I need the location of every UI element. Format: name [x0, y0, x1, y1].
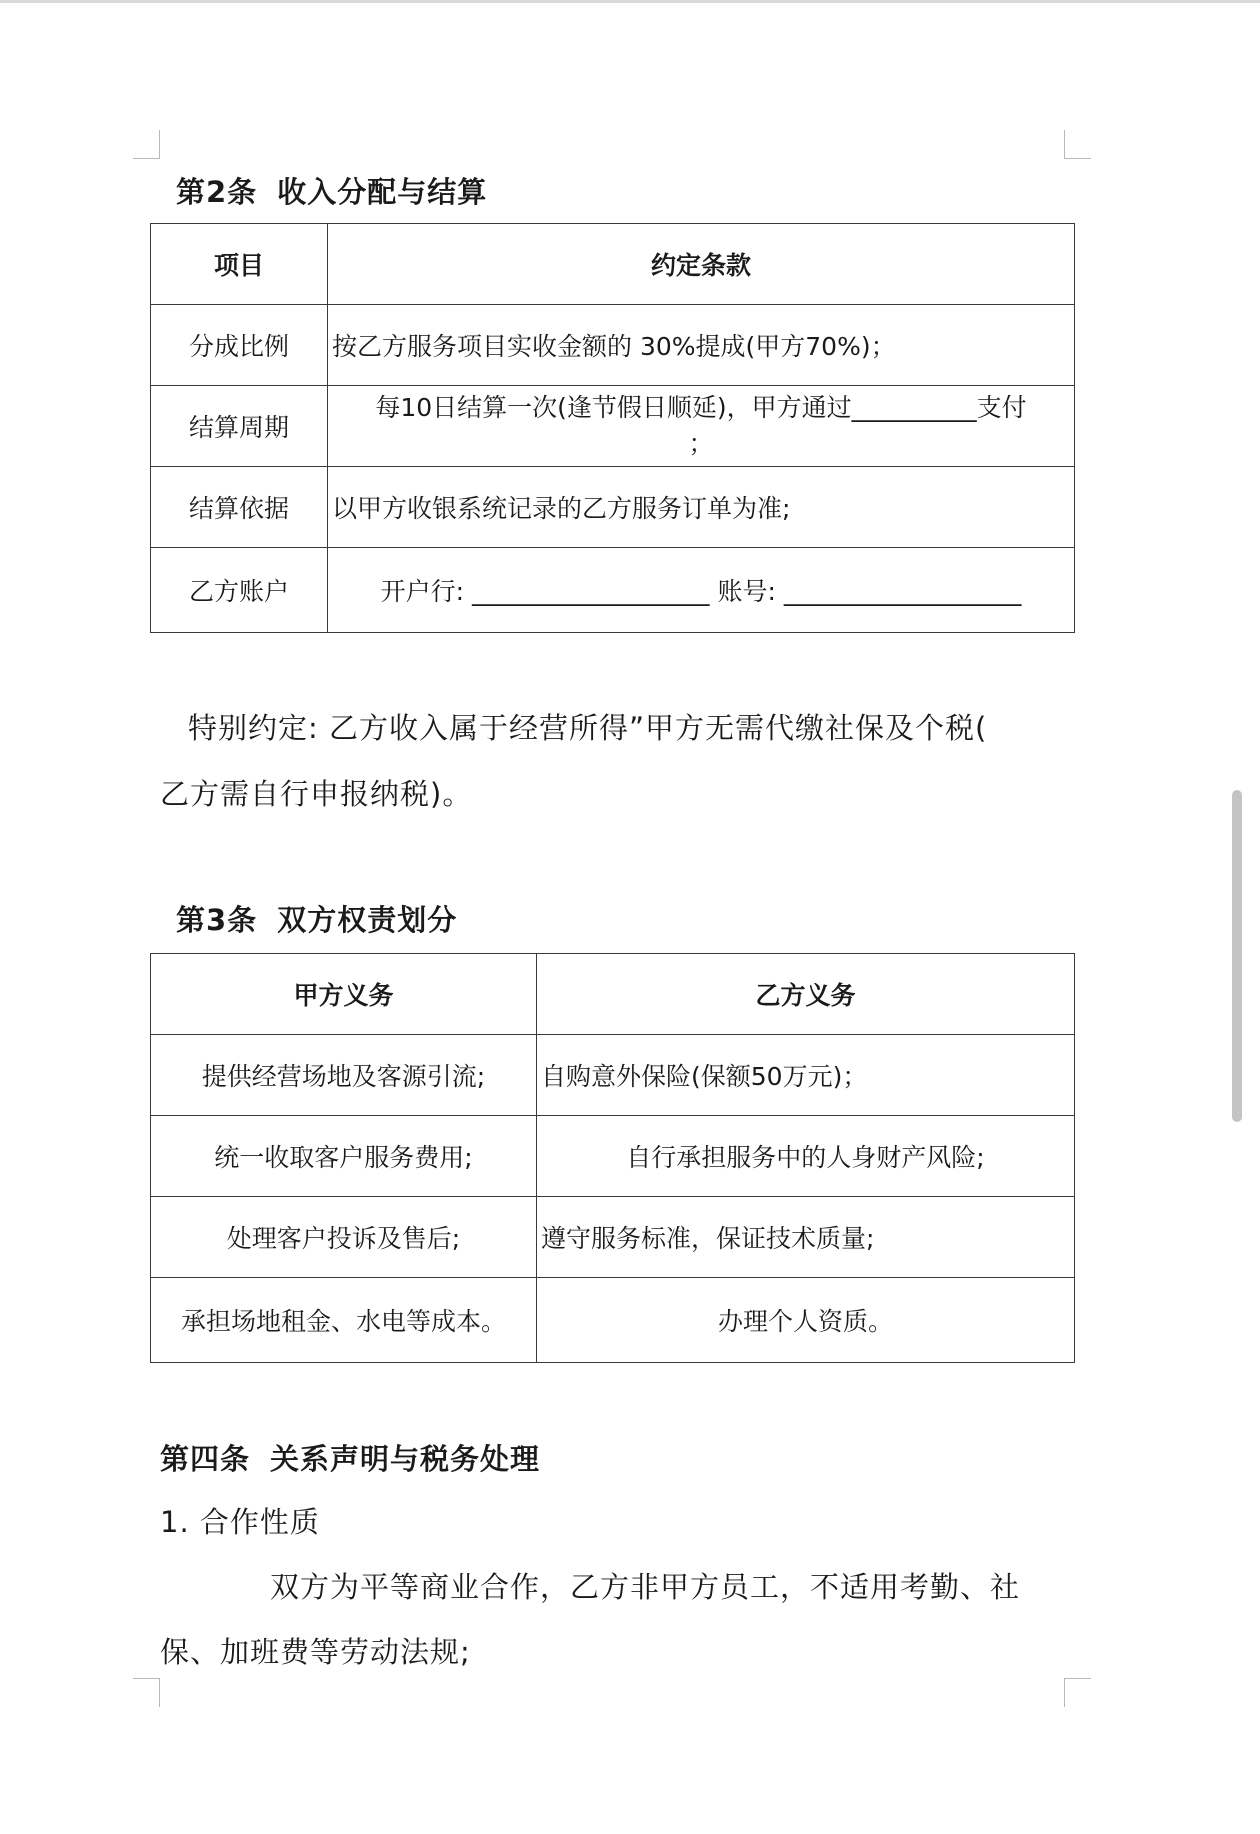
row-value: [328, 386, 1075, 467]
header-cell-party-b: 乙方义务: [537, 954, 1075, 1035]
row-value: 以甲方收银系统记录的乙方服务订单为准;: [328, 467, 1075, 548]
section3-heading-title: 双方权责划分: [277, 903, 458, 937]
row-value-line: ；: [688, 429, 714, 458]
cooperation-nature-line1: 双方为平等商业合作，乙方非甲方员工，不适用考勤、社: [270, 1570, 1021, 1604]
table-row: [151, 548, 1075, 633]
section2-heading: [176, 170, 487, 211]
table-row: [151, 1035, 1075, 1116]
crop-mark-top-left: [133, 130, 160, 159]
party-b-duty: 自购意外保险(保额50万元)；: [537, 1035, 1075, 1116]
cooperation-nature-line2: 保、加班费等劳动法规;: [160, 1635, 471, 1669]
table-header-row: [151, 224, 1075, 305]
crop-mark-bottom-left: [133, 1678, 160, 1707]
table-row: [151, 1278, 1075, 1363]
table-row: [151, 467, 1075, 548]
header-cell-item: 项目: [151, 224, 328, 305]
section2-heading-number: 第2条: [176, 175, 258, 209]
special-agreement-line2: 乙方需自行申报纳税)。: [160, 777, 473, 811]
party-a-duty: 提供经营场地及客源引流;: [151, 1035, 537, 1116]
special-agreement-line1: 特别约定: 乙方收入属于经营所得”甲方无需代缴社保及个税(: [188, 711, 988, 745]
section2-heading-title: 收入分配与结算: [277, 175, 488, 209]
section3-heading-number: 第3条: [176, 903, 258, 937]
header-cell-party-a: 甲方义务: [151, 954, 537, 1035]
party-a-duty: 统一收取客户服务费用;: [151, 1116, 537, 1197]
party-a-duty: 承担场地租金、水电等成本。: [151, 1278, 537, 1363]
settlement-table: [150, 223, 1075, 633]
party-a-duty: 处理客户投诉及售后;: [151, 1197, 537, 1278]
party-b-duty: 自行承担服务中的人身财产风险;: [537, 1116, 1075, 1197]
responsibilities-table: [150, 953, 1075, 1363]
row-label: 分成比例: [151, 305, 328, 386]
section4-heading: [160, 1437, 540, 1478]
table-row: [151, 386, 1075, 467]
row-label: 结算周期: [151, 386, 328, 467]
table-row: [151, 305, 1075, 386]
cooperation-nature-title: 1. 合作性质: [160, 1505, 320, 1539]
table-row: [151, 1116, 1075, 1197]
vertical-scrollbar-thumb[interactable]: [1232, 790, 1242, 1122]
party-b-duty: 遵守服务标准，保证技术质量;: [537, 1197, 1075, 1278]
table-header-row: [151, 954, 1075, 1035]
row-value: 开户行: ___________________ 账号: ___________________: [328, 548, 1075, 633]
header-cell-terms: 约定条款: [328, 224, 1075, 305]
row-value-line: 每10日结算一次(逢节假日顺延)，甲方通过__________支付: [375, 393, 1027, 422]
section4-heading-title: 关系声明与税务处理: [270, 1442, 541, 1476]
row-value: 按乙方服务项目实收金额的 30%提成(甲方70%)；: [328, 305, 1075, 386]
table-row: [151, 1197, 1075, 1278]
row-label: 结算依据: [151, 467, 328, 548]
crop-mark-bottom-right: [1064, 1678, 1091, 1707]
party-b-duty: 办理个人资质。: [537, 1278, 1075, 1363]
top-rule: [0, 0, 1260, 3]
row-label: 乙方账户: [151, 548, 328, 633]
section3-heading: [176, 898, 457, 939]
crop-mark-top-right: [1064, 130, 1091, 159]
section4-heading-number: 第四条: [160, 1442, 251, 1476]
